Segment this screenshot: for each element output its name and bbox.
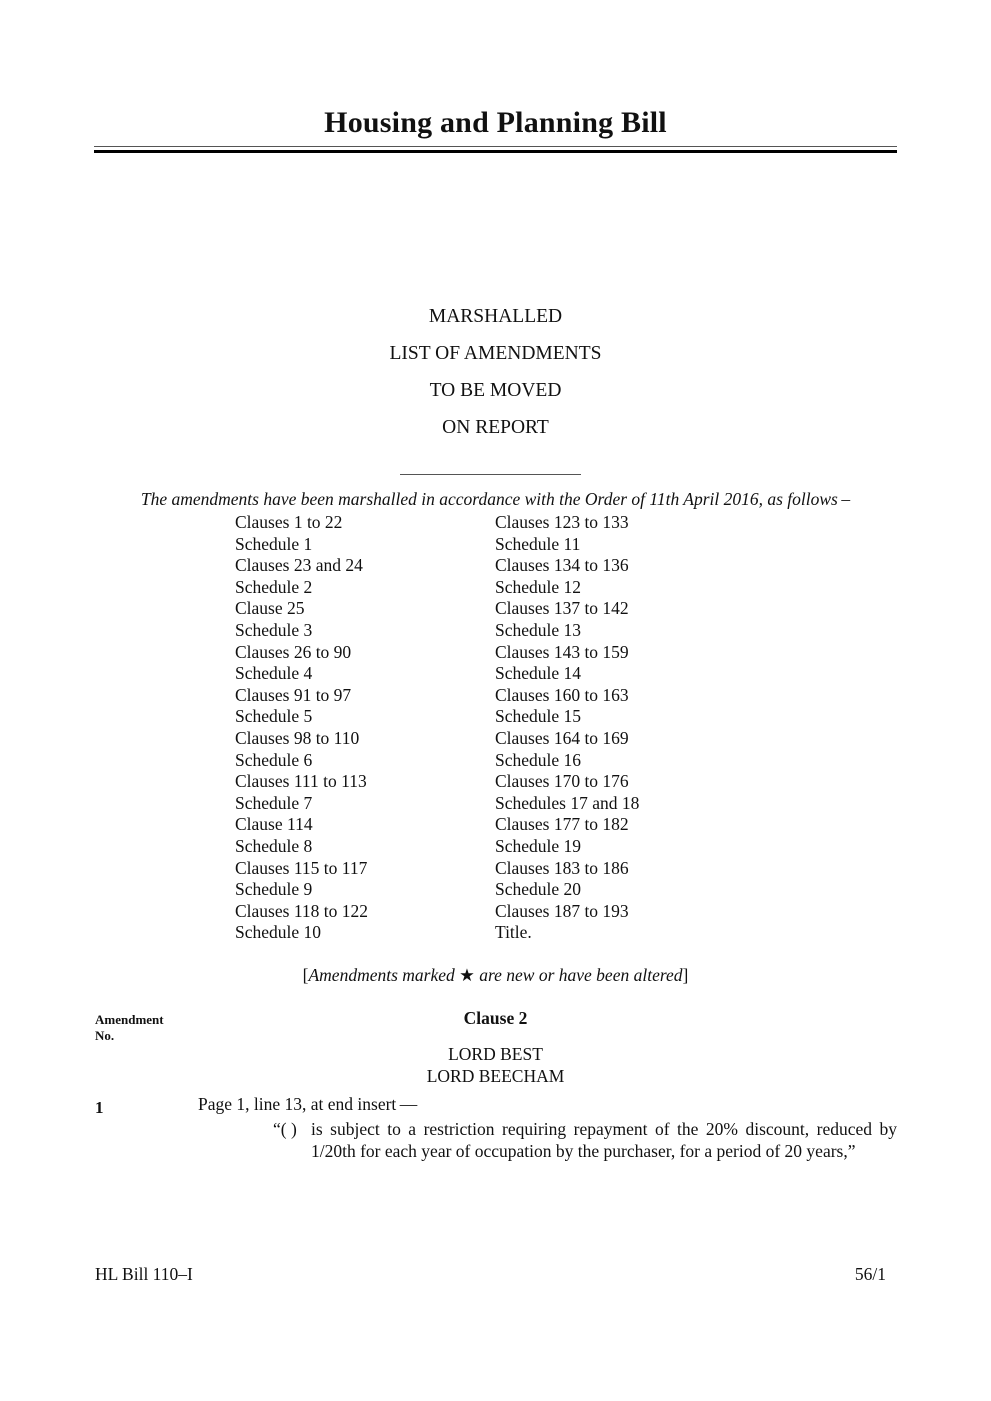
order-item: Schedule 5 bbox=[235, 706, 313, 727]
note-open-bracket: [ bbox=[302, 965, 309, 985]
order-item: Clauses 1 to 22 bbox=[235, 512, 343, 532]
order-item: Clauses 134 to 136 bbox=[495, 555, 629, 576]
order-item: Clauses 187 to 193 bbox=[495, 900, 629, 921]
order-item: Clauses 177 to 182 bbox=[495, 814, 629, 835]
order-item: Schedule 14 bbox=[495, 663, 582, 684]
paragraph-marker: “( ) bbox=[273, 1119, 297, 1139]
order-item: Schedule 20 bbox=[495, 879, 582, 900]
order-item: Clauses 183 to 186 bbox=[495, 857, 629, 878]
order-item: Schedule 19 bbox=[495, 835, 582, 856]
order-item: Schedule 13 bbox=[495, 619, 582, 640]
order-item: Schedule 7 bbox=[235, 792, 313, 813]
amendment-instruction: Page 1, line 13, at end insert — bbox=[198, 1094, 418, 1114]
inserted-text-body: is subject to a restriction requiring repayment of the 20% discount, reduced by 1/20th for each year of occupation by the purchaser, for a period of 20 years,” bbox=[311, 1119, 897, 1161]
marshalling-order-right-column bbox=[495, 512, 639, 944]
order-item: Title. bbox=[495, 922, 532, 943]
order-item: Schedule 9 bbox=[235, 879, 313, 900]
order-item: Clauses 115 to 117 bbox=[235, 857, 368, 878]
section-divider bbox=[400, 474, 581, 475]
order-item: Clauses 123 to 133 bbox=[495, 512, 629, 532]
order-item: Schedule 4 bbox=[235, 663, 313, 684]
page-reference: 56/1 bbox=[854, 1264, 886, 1284]
order-item: Schedule 10 bbox=[235, 922, 322, 943]
order-item: Clauses 143 to 159 bbox=[495, 641, 629, 662]
order-item: Schedule 12 bbox=[495, 576, 582, 597]
order-item: Clause 114 bbox=[235, 814, 313, 835]
bill-reference: HL Bill 110–I bbox=[95, 1264, 193, 1284]
order-item: Schedule 2 bbox=[235, 576, 313, 597]
amendment-number: 1 bbox=[95, 1098, 104, 1117]
order-item: Clauses 118 to 122 bbox=[235, 900, 369, 921]
order-item: Clauses 170 to 176 bbox=[495, 771, 629, 792]
heading-line-on-report: ON REPORT bbox=[442, 417, 549, 438]
note-close-bracket: ] bbox=[682, 965, 689, 985]
heading-line-marshalled: MARSHALLED bbox=[428, 306, 563, 327]
order-item: Clauses 160 to 163 bbox=[495, 684, 629, 705]
note-text-after-star: are new or have been altered bbox=[474, 965, 683, 985]
order-item: Clauses 111 to 113 bbox=[235, 771, 367, 792]
order-item: Clauses 164 to 169 bbox=[495, 727, 629, 748]
order-item: Schedule 1 bbox=[235, 533, 313, 554]
order-item: Schedule 6 bbox=[235, 749, 313, 770]
star-icon: ★ bbox=[459, 965, 475, 985]
sponsor-name: LORD BEECHAM bbox=[426, 1066, 565, 1086]
amendments-marked-note bbox=[0, 965, 991, 986]
marshalling-order-left-column bbox=[235, 512, 368, 944]
heading-line-to-be-moved: TO BE MOVED bbox=[429, 380, 562, 401]
clause-heading: Clause 2 bbox=[463, 1008, 528, 1028]
order-item: Schedule 3 bbox=[235, 619, 313, 640]
title-rule-thin bbox=[94, 146, 897, 147]
title-rule-thick bbox=[94, 150, 897, 153]
document-title: Housing and Planning Bill bbox=[324, 106, 667, 139]
order-item: Schedule 15 bbox=[495, 706, 582, 727]
amendment-inserted-text bbox=[273, 1119, 897, 1163]
order-item: Clauses 26 to 90 bbox=[235, 641, 352, 662]
marshalling-intro: The amendments have been marshalled in accordance with the Order of 11th April 2016, as follows – bbox=[140, 489, 851, 509]
amendment-label-line2: No. bbox=[95, 1028, 115, 1043]
order-item: Schedule 16 bbox=[495, 749, 582, 770]
order-item: Clauses 23 and 24 bbox=[235, 555, 363, 576]
order-item: Schedules 17 and 18 bbox=[495, 792, 640, 813]
order-item: Clauses 91 to 97 bbox=[235, 684, 352, 705]
sponsor-name: LORD BEST bbox=[448, 1044, 543, 1064]
heading-line-list-of-amendments: LIST OF AMENDMENTS bbox=[389, 343, 602, 364]
order-item: Schedule 11 bbox=[495, 533, 581, 554]
amendment-label-line1: Amendment bbox=[95, 1012, 164, 1027]
order-item: Clauses 137 to 142 bbox=[495, 598, 629, 619]
order-item: Clause 25 bbox=[235, 598, 305, 619]
order-item: Schedule 8 bbox=[235, 835, 313, 856]
order-item: Clauses 98 to 110 bbox=[235, 727, 360, 748]
note-text-before-star: Amendments marked bbox=[308, 965, 460, 985]
